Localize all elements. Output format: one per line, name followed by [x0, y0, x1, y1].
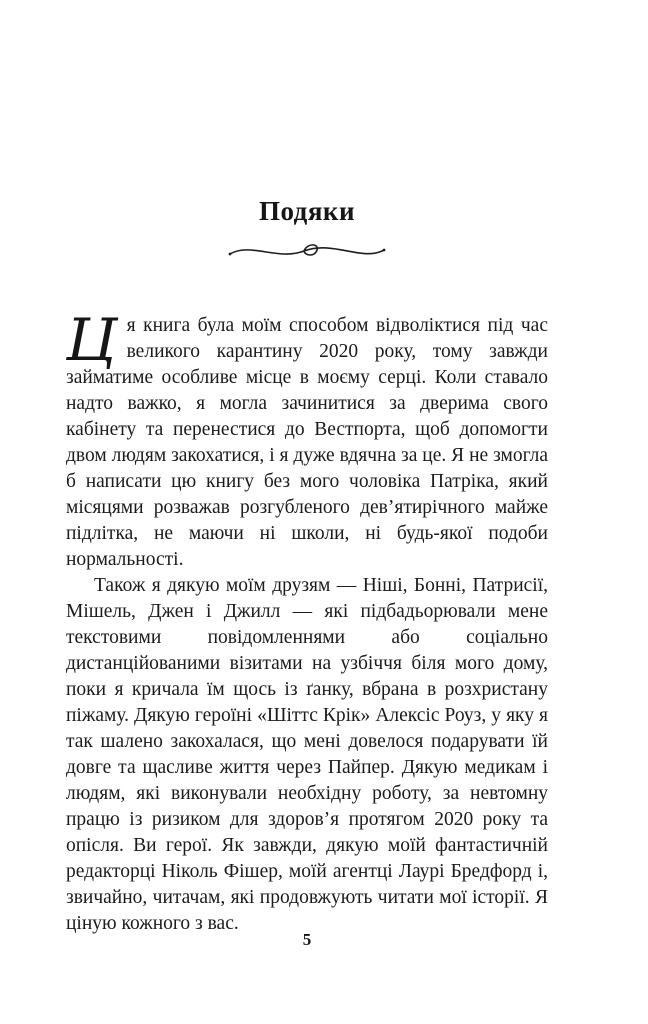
page-number: 5 [302, 930, 312, 949]
paragraph-second [66, 573, 548, 937]
paragraph-first-text: я книга була моїм способом відволіктися під час великого карантину 2020 року, тому завжди займатиме особливе місце в моєму серці. Коли ставало надто важко, я могла зачинитися за дверима свого кабінету та перенестися до Вестпорта, щоб допомогти двом людям закохатися, і я дуже вдячна за це. Я не змогла б написати цю книгу без мого чоловіка Патріка, який місяцями розважав розгубленого дев’ятирічного майже підлітка, не маючи ні школи, ні будь-якої подоби нормальності. [66, 315, 548, 570]
paragraph-second-text: Також я дякую моїм друзям — Ніші, Бонні, Патрисії, Мішель, Джен і Джилл — які підбадьорювали мене текстовими повідомленнями або соціально дистанційованими візитами на узбіччя біля мого дому, поки я кричала їм щось із ґанку, вбрана в розхристану піжаму. Дякую героїні «Шіттс Крік» Алексіс Роуз, у яку я так шалено закохалася, що мені довелося подарувати їй довге та щасливе життя через Пайпер. Дякую медикам і людям, які виконували необхідну роботу, за невтомну працю із ризиком для здоров’я протягом 2020 року та опісля. Ви герої. Як завжди, дякую моїй фантастичній редакторці Ніколь Фішер, моїй агентці Лаурі Бредфорд і, звичайно, читачам, які продовжують читати мої історії. Я ціную кожного з вас. [66, 575, 548, 934]
flourish-divider [66, 239, 548, 267]
paragraph-first [66, 306, 548, 573]
chapter-text [66, 306, 548, 937]
chapter-title: Подяки [258, 196, 356, 226]
dropcap-letter: Ц [66, 306, 117, 374]
flourish-divider-icon [222, 239, 392, 265]
